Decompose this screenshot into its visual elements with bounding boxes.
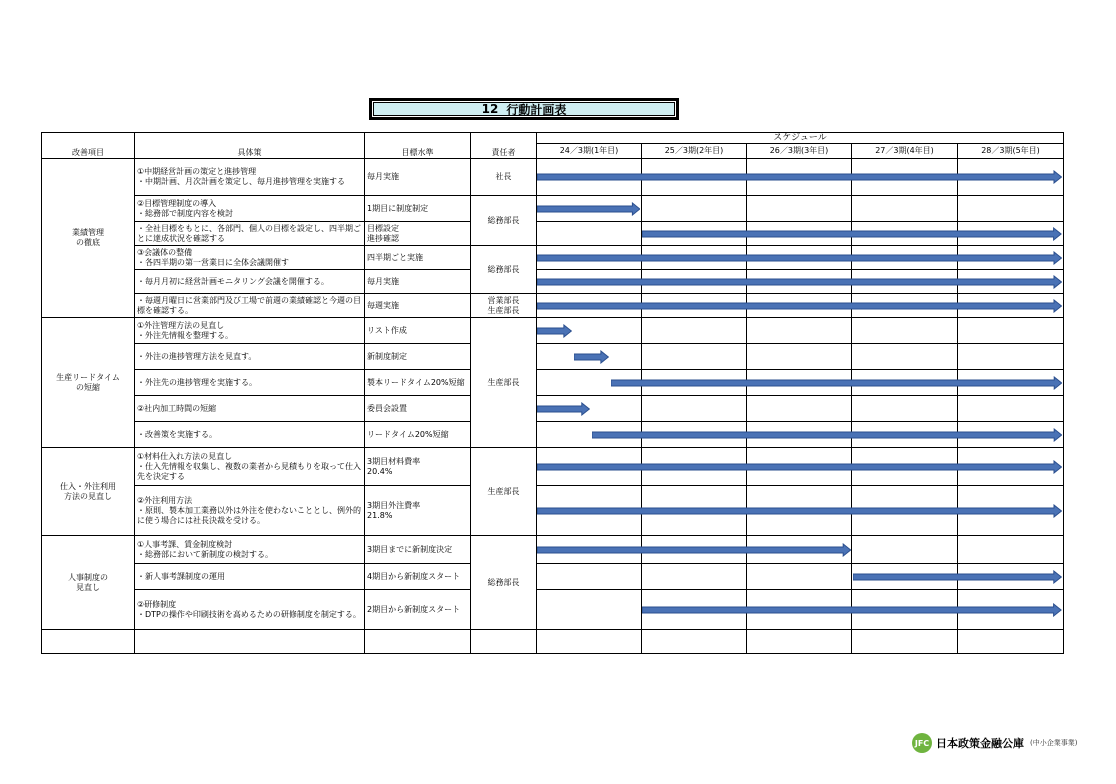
schedule-bar-arrow: [537, 202, 640, 216]
schedule-cell: [958, 344, 1064, 370]
target-cell: 3期目外注費率 21.8%: [365, 486, 471, 536]
header-target: 目標水準: [365, 133, 471, 159]
schedule-bar-arrow: [537, 504, 1062, 518]
detail-cell: ・全社目標をもとに、各部門、個人の目標を設定し、四半期ごとに達成状況を確認する: [135, 222, 365, 246]
header-detail: 具体策: [135, 133, 365, 159]
detail-cell: ①外注管理方法の見直し ・外注先情報を整理する。: [135, 318, 365, 344]
page-title: [369, 98, 679, 120]
header-period: 28／3期(5年目): [958, 144, 1064, 159]
header-schedule: スケジュール: [537, 133, 1064, 144]
schedule-bar-arrow: [592, 428, 1062, 442]
target-cell: リードタイム20%短縮: [365, 422, 471, 448]
detail-cell: ②外注利用方法 ・原則、製本加工業務以外は外注を使わないこととし、例外的に使う場合には社長決裁を受ける。: [135, 486, 365, 536]
header-owner: 責任者: [471, 133, 537, 159]
schedule-cell: [747, 344, 852, 370]
schedule-cell: [958, 536, 1064, 564]
schedule-cell: [747, 196, 852, 222]
owner-cell: 営業部長 生産部長: [471, 294, 537, 318]
target-cell: リスト作成: [365, 318, 471, 344]
target-cell: 4期目から新制度スタート: [365, 564, 471, 590]
schedule-cell: [642, 318, 747, 344]
detail-cell: ③会議体の整備 ・各四半期の第一営業日に全体会議開催す: [135, 246, 365, 270]
schedule-cell: [958, 396, 1064, 422]
jfc-logo-icon: JFC: [912, 733, 932, 753]
empty-cell: [642, 630, 747, 654]
header-period: 25／3期(2年目): [642, 144, 747, 159]
detail-cell: ・外注の進捗管理方法を見直す。: [135, 344, 365, 370]
schedule-cell: [852, 196, 958, 222]
owner-cell: 生産部長: [471, 318, 537, 448]
schedule-cell: [747, 396, 852, 422]
header-period: 26／3期(3年目): [747, 144, 852, 159]
schedule-cell: [642, 396, 747, 422]
empty-cell: [135, 630, 365, 654]
owner-cell: 総務部長: [471, 246, 537, 294]
schedule-bar-arrow: [537, 299, 1062, 313]
schedule-bar-arrow: [642, 603, 1062, 617]
target-cell: 3期目までに新制度決定: [365, 536, 471, 564]
schedule-bar-arrow: [537, 275, 1062, 289]
header-row: [42, 133, 1064, 144]
empty-cell: [747, 630, 852, 654]
category-cell: 生産リードタイム の短縮: [42, 318, 135, 448]
plan-row: [42, 344, 1064, 370]
schedule-cell: [958, 196, 1064, 222]
schedule-cell: [852, 396, 958, 422]
target-cell: 新制度制定: [365, 344, 471, 370]
detail-cell: ①中期経営計画の策定と進捗管理 ・中期計画、月次計画を策定し、毎月進捗管理を実施する: [135, 159, 365, 196]
title-text: 行動計画表: [506, 102, 567, 117]
empty-cell: [471, 630, 537, 654]
schedule-cell: [642, 196, 747, 222]
category-cell: 人事制度の 見直し: [42, 536, 135, 630]
schedule-bar-arrow: [853, 570, 1062, 584]
owner-cell: 総務部長: [471, 196, 537, 246]
target-cell: 四半期ごと実施: [365, 246, 471, 270]
schedule-cell: [747, 318, 852, 344]
target-cell: 委員会設置: [365, 396, 471, 422]
target-cell: 毎月実施: [365, 159, 471, 196]
detail-cell: ①人事考課、賃金制度検討 ・総務部において新制度の検討する。: [135, 536, 365, 564]
header-category: 改善項目: [42, 133, 135, 159]
empty-cell: [365, 630, 471, 654]
header-period: 27／3期(4年目): [852, 144, 958, 159]
schedule-bar-arrow: [537, 324, 572, 338]
org-sub: (中小企業事業): [1030, 739, 1078, 747]
detail-cell: ・改善策を実施する。: [135, 422, 365, 448]
detail-cell: ②研修制度 ・DTPの操作や印刷技術を高めるための研修制度を制定する。: [135, 590, 365, 630]
target-cell: 毎週実施: [365, 294, 471, 318]
schedule-cell: [537, 590, 642, 630]
schedule-cell: [958, 318, 1064, 344]
schedule-bar-arrow: [611, 376, 1062, 390]
detail-cell: ・毎月月初に経営計画モニタリング会議を開催する。: [135, 270, 365, 294]
schedule-cell: [642, 564, 747, 590]
category-cell: 仕入・外注利用 方法の見直し: [42, 448, 135, 536]
schedule-bar-arrow: [642, 227, 1062, 241]
schedule-bar-arrow: [574, 350, 609, 364]
target-cell: 毎月実施: [365, 270, 471, 294]
owner-cell: 生産部長: [471, 448, 537, 536]
org-name: 日本政策金融公庫: [936, 737, 1024, 750]
detail-cell: ②目標管理制度の導入 ・総務部で制度内容を検討: [135, 196, 365, 222]
category-cell: 業績管理 の徹底: [42, 159, 135, 318]
schedule-cell: [852, 318, 958, 344]
detail-cell: ②社内加工時間の短縮: [135, 396, 365, 422]
schedule-cell: [537, 564, 642, 590]
title-number: 12: [481, 102, 499, 116]
target-cell: 2期目から新制度スタート: [365, 590, 471, 630]
header-period: 24／3期(1年目): [537, 144, 642, 159]
target-cell: 目標設定 進捗確認: [365, 222, 471, 246]
empty-cell: [537, 630, 642, 654]
detail-cell: ①材料仕入れ方法の見直し ・仕入先情報を収集し、複数の業者から見積もりを取って仕入先を決定する: [135, 448, 365, 486]
detail-cell: ・外注先の進捗管理を実施する。: [135, 370, 365, 396]
detail-cell: ・新人事考課制度の運用: [135, 564, 365, 590]
schedule-cell: [852, 536, 958, 564]
owner-cell: 社長: [471, 159, 537, 196]
target-cell: 1期目に制度制定: [365, 196, 471, 222]
schedule-bar-arrow: [537, 460, 1062, 474]
empty-row: [42, 630, 1064, 654]
schedule-cell: [537, 222, 642, 246]
detail-cell: ・毎週月曜日に営業部門及び工場で前週の業績確認と今週の目標を確認する。: [135, 294, 365, 318]
target-cell: 3期目材料費率 20.4%: [365, 448, 471, 486]
empty-cell: [958, 630, 1064, 654]
schedule-cell: [642, 344, 747, 370]
owner-cell: 総務部長: [471, 536, 537, 630]
schedule-cell: [747, 564, 852, 590]
schedule-bar-arrow: [537, 251, 1062, 265]
target-cell: 製本リードタイム20%短縮: [365, 370, 471, 396]
schedule-bar-arrow: [537, 170, 1062, 184]
schedule-cell: [852, 344, 958, 370]
schedule-bar-arrow: [537, 543, 851, 557]
empty-cell: [42, 630, 135, 654]
footer-logo: [912, 732, 1112, 754]
empty-cell: [852, 630, 958, 654]
schedule-bar-arrow: [537, 402, 590, 416]
